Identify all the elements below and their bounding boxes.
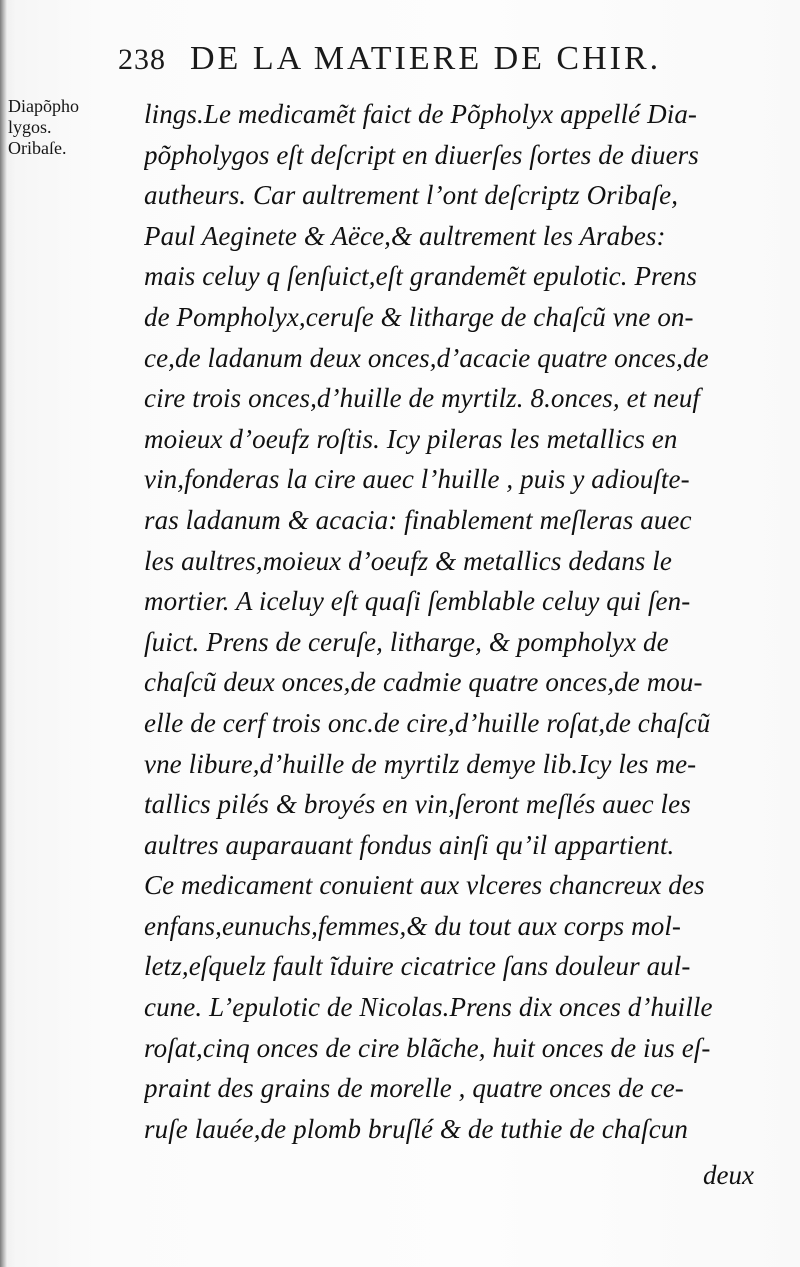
text-line: vin,fonderas la cire auec l’huille , puis y adiouſte- bbox=[144, 464, 690, 495]
text-line: praint des grains de morelle , quatre onces de ce- bbox=[144, 1073, 684, 1104]
running-header bbox=[118, 40, 772, 92]
text-line: tallics pilés & broyés en vin,ſeront meſlés auec les bbox=[144, 789, 691, 820]
text-line: cire trois onces,d’huille de myrtilz. 8.onces, et neuf bbox=[144, 383, 701, 414]
running-title: DE LA MATIERE DE CHIR. bbox=[190, 40, 662, 77]
text-line: roſat,cinq onces de cire blãche, huit onces de ius eſ- bbox=[144, 1032, 711, 1063]
text-line: Ce medicament conuient aux vlceres chancreux des bbox=[144, 870, 705, 901]
text-line: põpholygos eſt deſcript en diuerſes ſortes de diuers bbox=[144, 139, 699, 170]
marginal-note: Oribaſe. bbox=[8, 138, 67, 158]
text-line: les aultres,moieux d’oeufz & metallics dedans le bbox=[144, 545, 672, 576]
text-line: lings.Le medicamẽt faict de Põpholyx appellé Dia- bbox=[144, 99, 698, 129]
text-line: moieux d’oeufz roſtis. Icy pileras les metallics en bbox=[144, 423, 678, 454]
text-line: Paul Aeginete & Aëce,& aultrement les Arabes: bbox=[144, 220, 666, 251]
text-line: mortier. A iceluy eſt quaſi ſemblable celuy qui ſen- bbox=[144, 586, 691, 617]
text-line: autheurs. Car aultrement l’ont deſcriptz Oribaſe, bbox=[144, 180, 679, 211]
text-line: enfans,eunuchs,femmes,& du tout aux corps mol- bbox=[144, 910, 682, 941]
marginal-notes bbox=[8, 96, 130, 159]
text-line: chaſcũ deux onces,de cadmie quatre onces,de mou- bbox=[144, 667, 703, 698]
text-line: letz,eſquelz fault ĩduire cicatrice ſans douleur aul- bbox=[144, 951, 691, 982]
catchword: deux bbox=[703, 1160, 754, 1190]
text-line: ſuict. Prens de ceruſe, litharge, & pompholyx de bbox=[144, 626, 669, 657]
text-line: elle de cerf trois onc.de cire,d’huille roſat,de chaſcũ bbox=[144, 707, 711, 738]
text-line: cune. L’epulotic de Nicolas.Prens dix onces d’huille bbox=[144, 992, 713, 1023]
text-line: mais celuy q ſenſuict,eſt grandemẽt epulotic. Prens bbox=[144, 261, 697, 292]
text-line: vne libure,d’huille de myrtilz demye lib.Icy les me- bbox=[144, 748, 697, 779]
page-binding-edge bbox=[0, 0, 7, 1267]
text-line: ras ladanum & acacia: finablement meſleras auec bbox=[144, 504, 692, 535]
text-line: aultres auparauant fondus ainſi qu’il appartient. bbox=[144, 829, 675, 860]
text-line: ce,de ladanum deux onces,d’acacie quatre onces,de bbox=[144, 342, 709, 373]
main-text-block bbox=[144, 94, 764, 1149]
text-line: de Pompholyx,ceruſe & litharge de chaſcũ vne on- bbox=[144, 301, 694, 332]
page-number: 238 bbox=[118, 43, 166, 76]
marginal-note: lygos. bbox=[8, 117, 52, 137]
marginal-note: Diapõpho bbox=[8, 96, 79, 116]
text-line: ruſe lauée,de plomb bruſlé & de tuthie de chaſcun bbox=[144, 1113, 689, 1144]
